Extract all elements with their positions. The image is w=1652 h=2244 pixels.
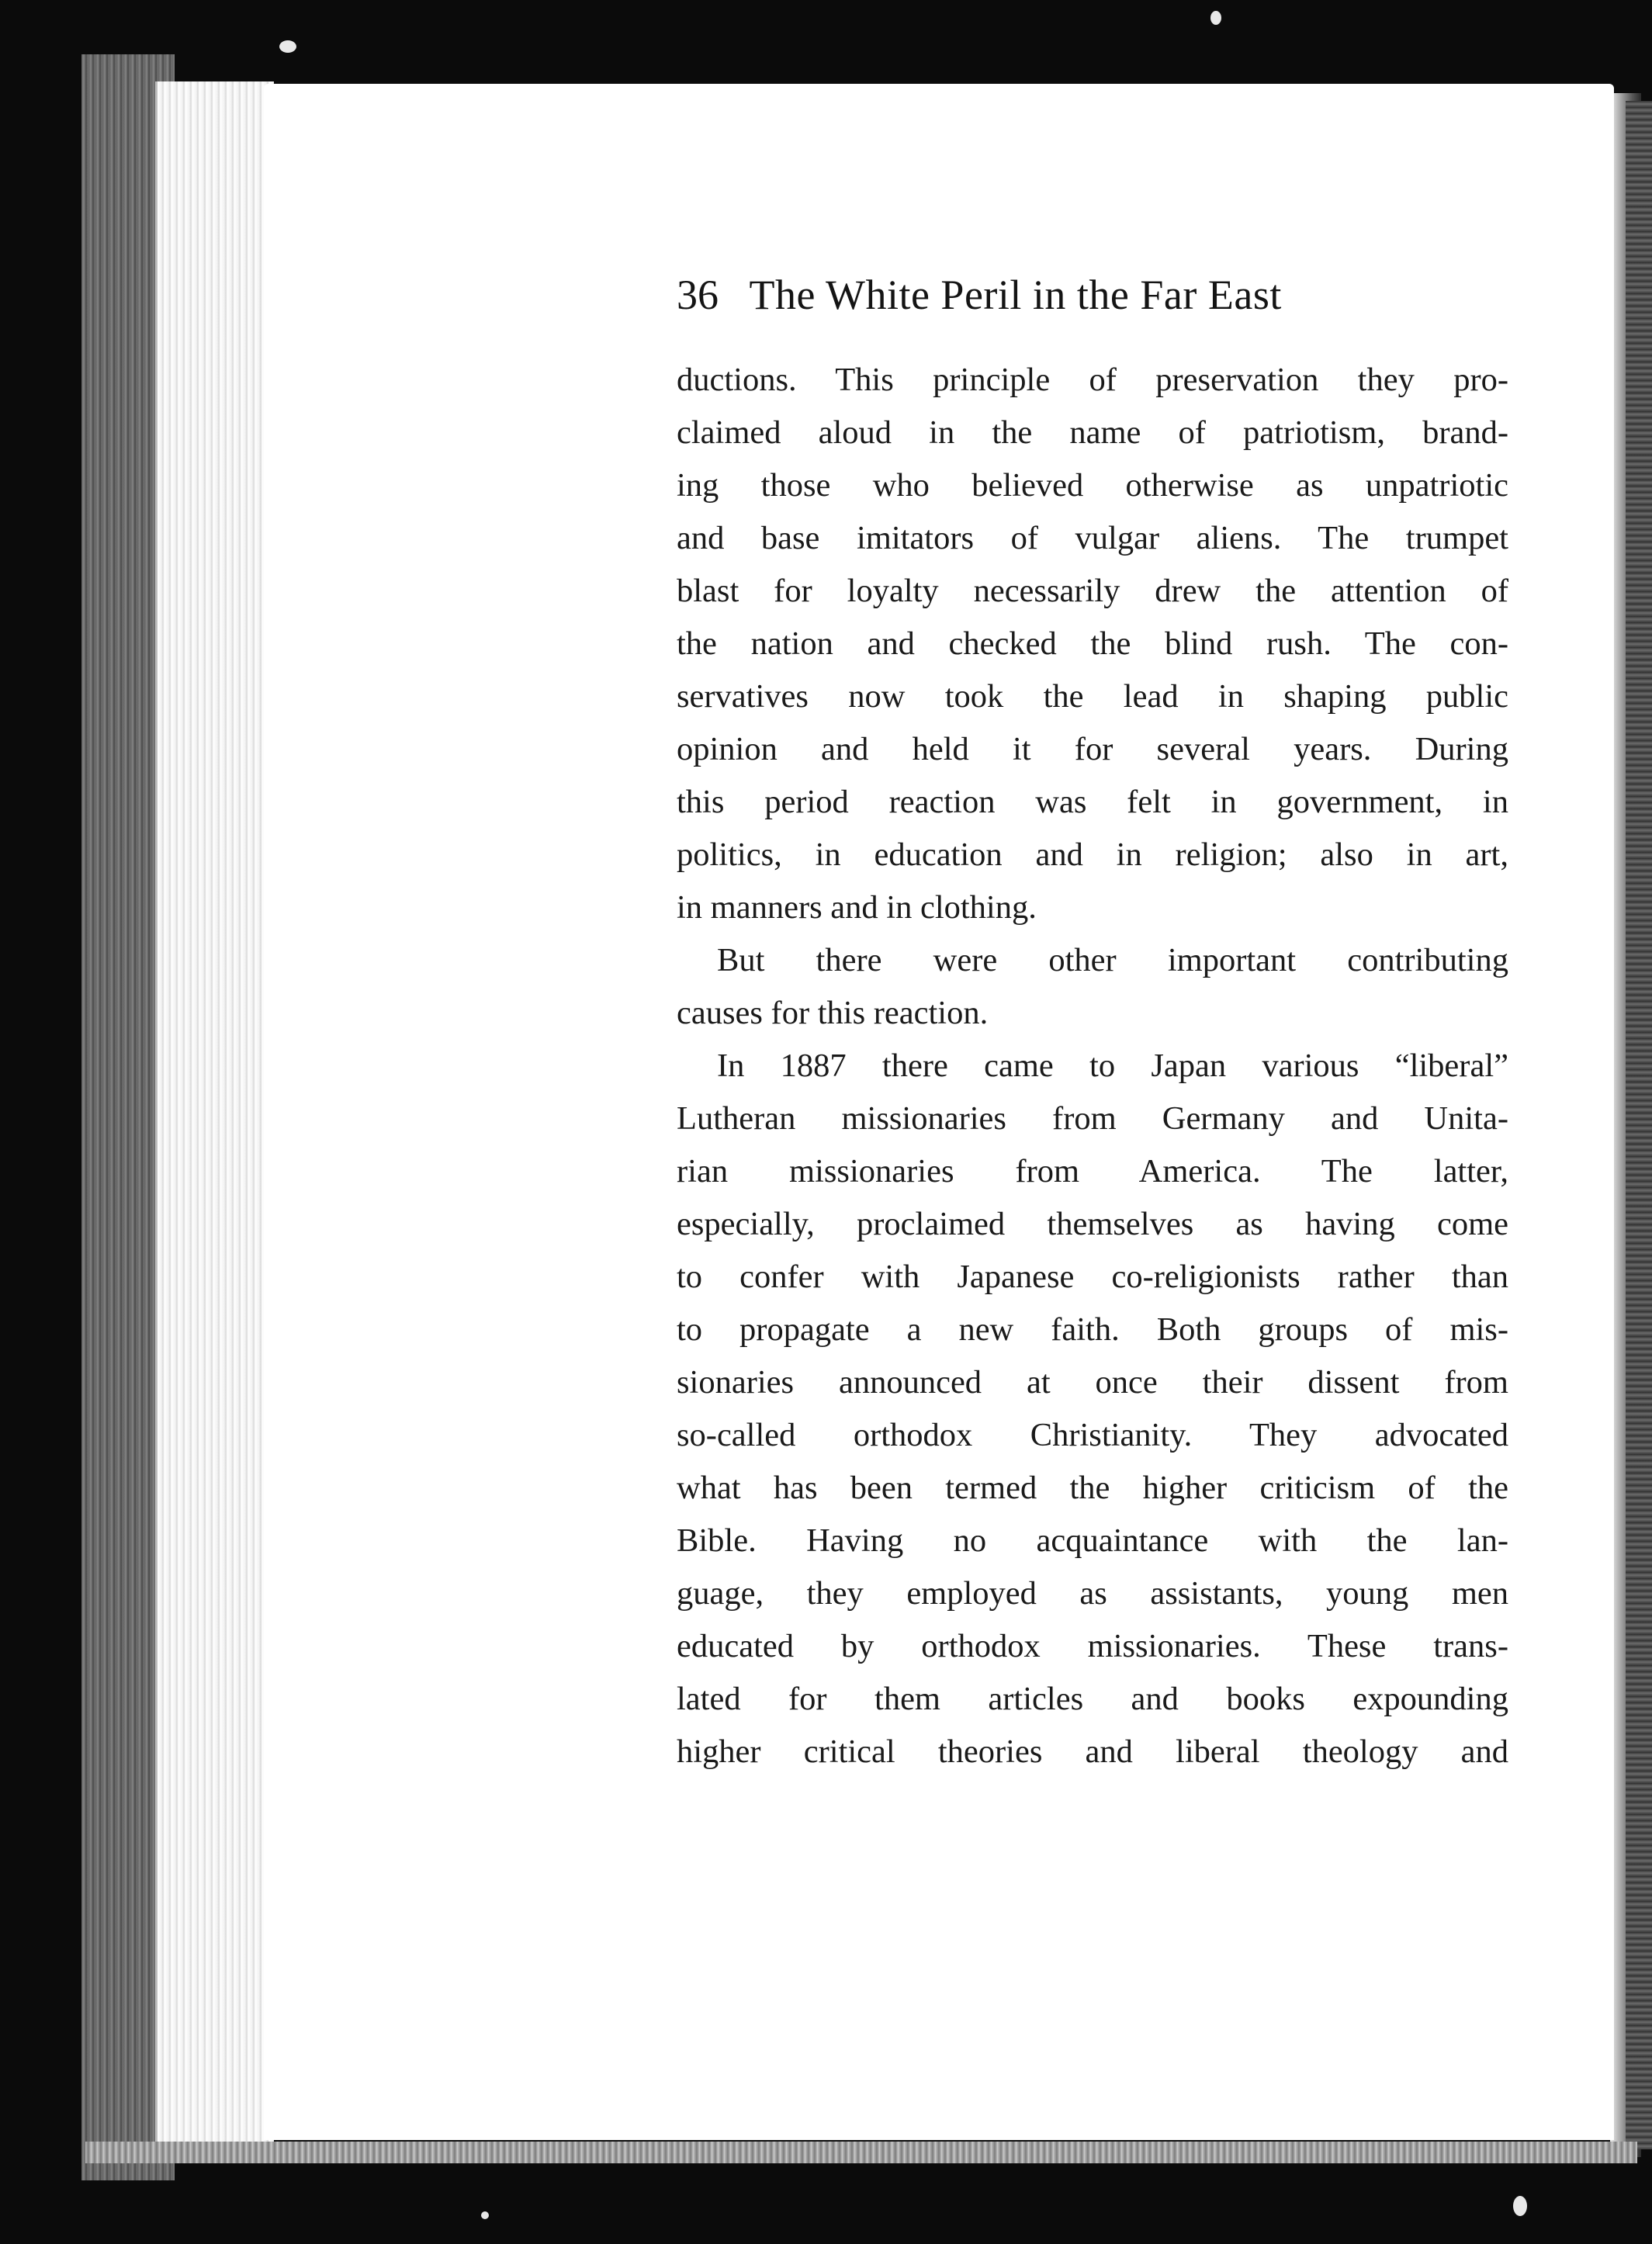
text-line: In 1887 there came to Japan various “liberal”: [717, 1048, 1508, 1084]
text-line: this period reaction was felt in government, in: [677, 784, 1508, 820]
text-line: to confer with Japanese co-religionists rather than: [677, 1259, 1508, 1295]
text-line: claimed aloud in the name of patriotism, brand-: [677, 414, 1508, 451]
text-line: so-called orthodox Christianity. They advocated: [677, 1417, 1508, 1453]
text-line: But there were other important contributing: [717, 942, 1508, 978]
scan-speck: [1513, 2196, 1527, 2216]
body-text: [677, 354, 1508, 1778]
paragraph: [677, 1040, 1508, 1778]
text-line: Lutheran missionaries from Germany and Unita-: [677, 1100, 1508, 1137]
text-line: politics, in education and in religion; also in art,: [677, 836, 1508, 873]
text-line: Bible. Having no acquaintance with the lan-: [677, 1522, 1508, 1559]
text-line: rian missionaries from America. The latter,: [677, 1153, 1508, 1190]
stacked-page-edges: [155, 81, 274, 2145]
text-line: what has been termed the higher criticism of the: [677, 1470, 1508, 1506]
text-line: ing those who believed otherwise as unpatriotic: [677, 467, 1508, 504]
text-line: sionaries announced at once their dissent from: [677, 1364, 1508, 1401]
text-line: in manners and in clothing.: [677, 889, 1037, 926]
text-line: ductions. This principle of preservation they pro-: [677, 362, 1508, 398]
text-line: guage, they employed as assistants, young men: [677, 1575, 1508, 1612]
page-number: 36: [677, 272, 719, 318]
text-line: blast for loyalty necessarily drew the attention of: [677, 573, 1508, 609]
text-line: opinion and held it for several years. During: [677, 731, 1508, 767]
scan-speck: [481, 2211, 489, 2219]
paragraph: [677, 934, 1508, 1040]
scan-speck: [1210, 11, 1221, 25]
text-line: lated for them articles and books expounding: [677, 1681, 1508, 1717]
book-cover-right-edge: [1626, 101, 1652, 2149]
text-line: to propagate a new faith. Both groups of mis-: [677, 1311, 1508, 1348]
scan-speck: [279, 40, 296, 53]
book-bottom-edge: [85, 2142, 1637, 2163]
text-line: causes for this reaction.: [677, 995, 989, 1031]
text-line: especially, proclaimed themselves as having come: [677, 1206, 1508, 1242]
text-line: higher critical theories and liberal theology and: [677, 1733, 1508, 1770]
text-line: and base imitators of vulgar aliens. The trumpet: [677, 520, 1508, 556]
paragraph: [677, 354, 1508, 934]
running-title: The White Peril in the Far East: [749, 272, 1282, 318]
text-line: educated by orthodox missionaries. These trans-: [677, 1628, 1508, 1664]
text-line: servatives now took the lead in shaping public: [677, 678, 1508, 715]
text-line: the nation and checked the blind rush. The con-: [677, 625, 1508, 662]
running-head: [677, 264, 1507, 326]
